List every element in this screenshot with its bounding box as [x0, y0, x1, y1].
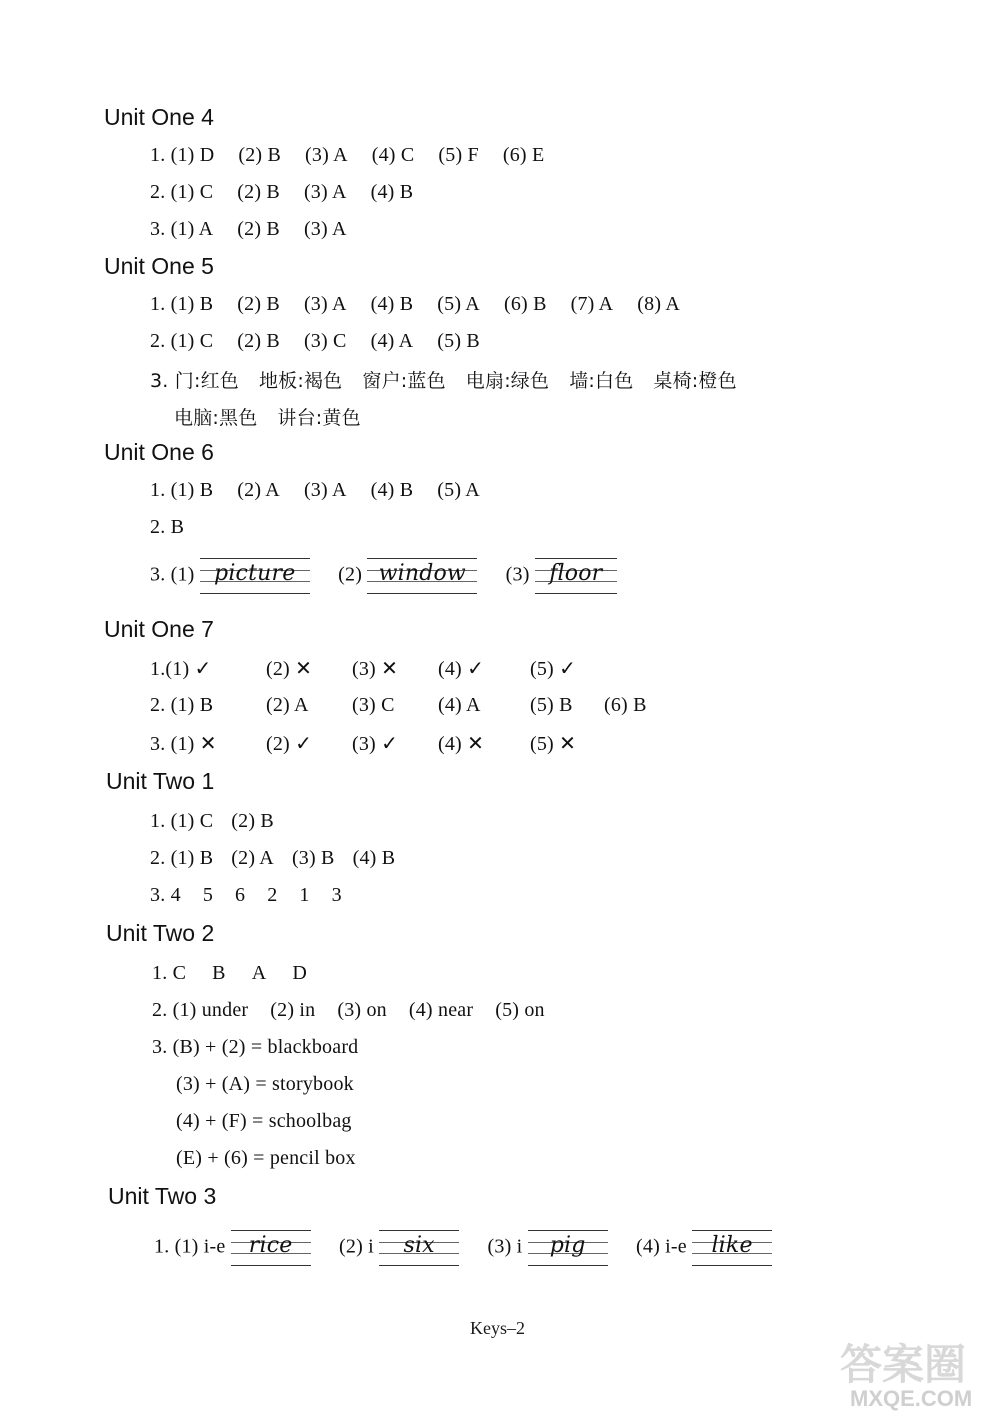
answer-line: 1.(1) ✓ (2) ✕ (3) ✕ (4) ✓ (5) ✓ [150, 658, 577, 680]
answer-line: 3. 门:红色 地板:褐色 窗户:蓝色 电扇:绿色 墙:白色 桌椅:橙色 [150, 370, 737, 392]
answer-line: 1. (1) D (2) B (3) A (4) C (5) F (6) E [150, 144, 545, 166]
answer-line: 2. (1) C (2) B (3) C (4) A (5) B [150, 330, 480, 352]
handwriting-box: window [367, 558, 477, 594]
answer-line: 1. (1) C (2) B [150, 810, 274, 832]
answer-line: 3. 4 5 6 2 1 3 [150, 884, 342, 906]
answer-line: 3. (1) A (2) B (3) A [150, 218, 347, 240]
answer-line: 3. (1) ✕ (2) ✓ (3) ✓ (4) ✕ (5) ✕ [150, 733, 577, 755]
section-title: Unit One 7 [104, 616, 214, 642]
answer-line: 2. (1) B (2) A (3) B (4) B [150, 847, 396, 869]
handwriting-box: floor [535, 558, 617, 594]
section-title: Unit One 5 [104, 253, 214, 279]
answer-line: 1. (1) B (2) B (3) A (4) B (5) A (6) B (7) A (8) A [150, 293, 680, 315]
page-number: Keys–2 [470, 1318, 525, 1338]
answer-line: 2. (1) C (2) B (3) A (4) B [150, 181, 414, 203]
handwriting-box: like [692, 1230, 772, 1266]
section-title: Unit One 4 [104, 104, 214, 130]
handwriting-box: six [379, 1230, 459, 1266]
answer-line: 2. B [150, 516, 185, 538]
handwriting-box: picture [200, 558, 310, 594]
answer-line: (4) + (F) = schoolbag [176, 1110, 352, 1132]
handwriting-box: rice [231, 1230, 311, 1266]
section-title: Unit One 6 [104, 439, 214, 465]
answer-line: 1. C B A D [152, 962, 307, 984]
answer-line: 2. (1) B (2) A (3) C (4) A (5) B (6) B [150, 694, 647, 716]
answer-line: 3. (B) + (2) = blackboard [152, 1036, 359, 1058]
watermark-logo: 答案圈 [840, 1341, 967, 1388]
answer-line: 1. (1) i-e rice (2) i six (3) i pig (4) i-e like [154, 1230, 772, 1266]
answer-line: 2. (1) under (2) in (3) on (4) near (5) on [152, 999, 545, 1021]
answer-line: (3) + (A) = storybook [176, 1073, 354, 1095]
handwriting-box: pig [528, 1230, 608, 1266]
answer-line: (E) + (6) = pencil box [176, 1147, 356, 1169]
answer-line: 电脑:黑色 讲台:黄色 [174, 407, 361, 429]
section-title: Unit Two 1 [106, 768, 215, 794]
section-title: Unit Two 3 [108, 1183, 217, 1209]
watermark-url: MXQE.COM [850, 1386, 973, 1411]
section-title: Unit Two 2 [106, 920, 215, 946]
answer-line: 3. (1) picture (2) window (3) floor [150, 558, 617, 594]
answer-line: 1. (1) B (2) A (3) A (4) B (5) A [150, 479, 480, 501]
